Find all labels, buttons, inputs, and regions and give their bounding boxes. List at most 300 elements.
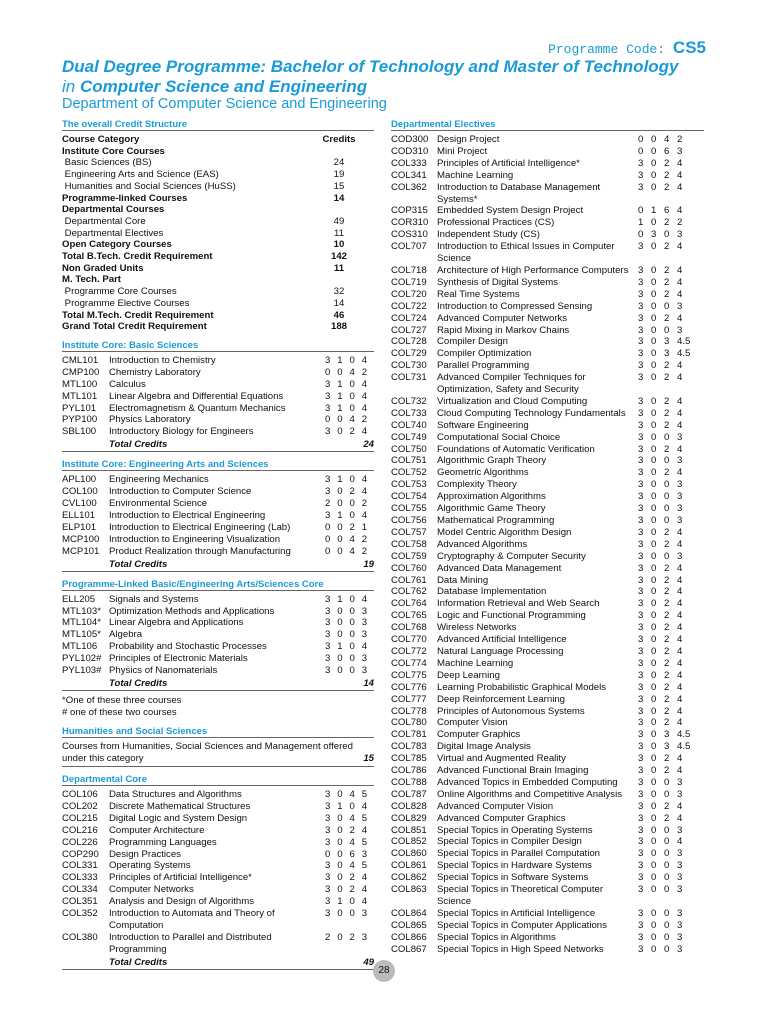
ltpc-value: 0 (651, 586, 657, 598)
ltpc-value: 0 (651, 610, 657, 622)
course-name: Computer Networks (109, 884, 194, 896)
course-name: Electromagnetism & Quantum Mechanics (109, 402, 286, 414)
course-name: Cloud Computing Technology Fundamentals (437, 407, 626, 419)
course-name: Compiler Optimization (437, 348, 532, 360)
ltpc-value: 3 (638, 884, 644, 896)
ltpc-value: 0 (325, 366, 331, 378)
ltpc-value: 0 (337, 366, 343, 378)
course-ltpc (638, 348, 704, 360)
course-name: Data Structures and Algorithms (109, 788, 242, 800)
huss-block (62, 741, 374, 767)
credit-row (62, 134, 374, 146)
course-row (391, 527, 704, 539)
ltpc-value: 0 (664, 848, 670, 860)
course-row (391, 396, 704, 408)
course-row (62, 391, 374, 403)
ltpc-value: 3 (325, 665, 331, 677)
ltpc-value: 0 (337, 931, 343, 943)
course-name: Digital Image Analysis (437, 741, 531, 753)
ltpc-value: 3 (677, 431, 683, 443)
ltpc-value: 3 (638, 526, 644, 538)
ltpc-value: 3 (638, 848, 644, 860)
course-name: Introduction to Compressed Sensing (437, 300, 593, 312)
ltpc-value: 3 (638, 264, 644, 276)
eas-total (62, 558, 374, 572)
ltpc-value: 3 (638, 372, 644, 384)
ltpc-value: 4 (677, 169, 683, 181)
ltpc-value: 0 (337, 812, 343, 824)
ltpc-value: 0 (651, 145, 657, 157)
ltpc-value: 3 (325, 486, 331, 498)
ltpc-value: 3 (638, 872, 644, 884)
credit-structure-table (62, 134, 374, 333)
ltpc-value: 3 (325, 617, 331, 629)
course-row (62, 849, 374, 861)
course-name: Special Topics in High Speed Networks (437, 943, 604, 955)
course-ltpc (638, 313, 704, 325)
course-code: COL781 (391, 729, 427, 741)
course-name: Advanced Data Management (437, 562, 562, 574)
course-row (391, 313, 704, 325)
programme-code-value: CS5 (672, 38, 706, 57)
course-row (391, 908, 704, 920)
course-ltpc (638, 420, 704, 432)
course-name: Calculus (109, 378, 146, 390)
ltpc-value: 3 (325, 812, 331, 824)
ltpc-value: 3 (677, 931, 683, 943)
ltpc-value: 3 (325, 908, 331, 920)
course-name: Foundations of Automatic Verification (437, 443, 595, 455)
course-name: Wireless Networks (437, 622, 517, 634)
course-ltpc (638, 634, 704, 646)
course-row (391, 229, 704, 241)
course-row (62, 486, 374, 498)
ltpc-value: 0 (337, 824, 343, 836)
ltpc-value: 0 (651, 776, 657, 788)
ltpc-value: 4 (677, 360, 683, 372)
ltpc-value: 1 (337, 593, 343, 605)
ltpc-value: 3 (638, 931, 644, 943)
ltpc-value: 0 (349, 390, 355, 402)
course-row (62, 594, 374, 606)
course-ltpc (638, 944, 704, 956)
ltpc-value: 2 (664, 407, 670, 419)
course-code: COL226 (62, 836, 98, 848)
huss-heading: Humanities and Social Sciences (62, 725, 374, 738)
course-name: Virtualization and Cloud Computing (437, 395, 588, 407)
course-code: COL728 (391, 336, 427, 348)
course-row (391, 515, 704, 527)
course-name: Online Algorithms and Competitive Analysis (437, 788, 623, 800)
ltpc-value: 4 (361, 896, 368, 908)
course-name: Advanced Computer Graphics (437, 812, 566, 824)
ltpc-value: 3 (677, 455, 683, 467)
course-row (62, 801, 374, 813)
course-code: COL731 (391, 372, 427, 384)
course-ltpc (638, 801, 704, 813)
course-row (391, 872, 704, 884)
course-name: Physics of Nanomaterials (109, 665, 218, 677)
course-ltpc (638, 467, 704, 479)
credit-row (62, 169, 374, 181)
ltpc-value: 0 (325, 848, 331, 860)
course-code: COL861 (391, 860, 427, 872)
course-code: MTL105* (62, 629, 101, 641)
ltpc-value: 3 (638, 776, 644, 788)
course-code: COL750 (391, 443, 427, 455)
credit-category: Institute Core Courses (62, 145, 165, 157)
credit-value: 11 (334, 227, 344, 239)
ltpc-value: 2 (664, 669, 670, 681)
ltpc-value: 3 (325, 402, 331, 414)
course-ltpc (638, 813, 704, 825)
course-ltpc (325, 884, 374, 896)
ltpc-value: 3 (638, 729, 644, 741)
course-name: Machine Learning (437, 657, 514, 669)
ltpc-value: 4 (664, 134, 670, 145)
course-code: COL761 (391, 574, 427, 586)
ltpc-value: 0 (664, 943, 670, 955)
course-code: COL860 (391, 848, 427, 860)
course-code: COR310 (391, 217, 429, 229)
ltpc-value: 0 (638, 134, 644, 145)
ltpc-value: 0 (651, 931, 657, 943)
ltpc-value: 0 (325, 521, 331, 533)
course-code: COL341 (391, 169, 427, 181)
ltpc-value: 3 (325, 378, 331, 390)
ltpc-value: 2 (664, 467, 670, 479)
ltpc-value: 3 (361, 848, 368, 860)
course-ltpc (638, 217, 704, 229)
credit-category: Basic Sciences (BS) (62, 157, 152, 169)
ltpc-value: 4 (677, 634, 683, 646)
ltpc-value: 3 (638, 300, 644, 312)
ltpc-value: 0 (651, 693, 657, 705)
course-row (391, 753, 704, 765)
credit-row (62, 216, 374, 228)
ltpc-value: 0 (337, 872, 343, 884)
ltpc-value: 0 (349, 474, 355, 486)
ltpc-value: 2 (664, 360, 670, 372)
ltpc-value: 3 (638, 812, 644, 824)
course-name: Virtual and Augmented Reality (437, 753, 566, 765)
course-code: COL785 (391, 753, 427, 765)
course-ltpc (638, 836, 704, 848)
ltpc-value: 3 (638, 824, 644, 836)
course-row (391, 765, 704, 777)
course-name: Special Topics in Computer Applications (437, 919, 607, 931)
ltpc-value: 4 (677, 157, 683, 169)
ltpc-value: 3 (638, 693, 644, 705)
ltpc-value: 3 (638, 657, 644, 669)
course-ltpc (325, 391, 374, 403)
course-code: COL758 (391, 538, 427, 550)
course-row (391, 551, 704, 563)
credit-row (62, 204, 374, 216)
course-code: CMP100 (62, 366, 100, 378)
course-row (391, 170, 704, 182)
ltpc-value: 3 (361, 931, 368, 943)
course-name: Engineering Mechanics (109, 474, 209, 486)
ltpc-value: 0 (651, 503, 657, 515)
course-ltpc (325, 801, 374, 813)
ltpc-value: 3 (325, 836, 331, 848)
ltpc-value: 4 (361, 872, 368, 884)
eas-heading: Institute Core: Engineering Arts and Sciences (62, 458, 374, 471)
total-label: Total Credits (109, 439, 168, 451)
ltpc-value: 0 (664, 824, 670, 836)
credit-category: Departmental Courses (62, 204, 165, 216)
ltpc-value: 4 (677, 372, 683, 384)
ltpc-value: 2 (664, 312, 670, 324)
course-name: Real Time Systems (437, 288, 520, 300)
course-row (62, 403, 374, 415)
ltpc-value: 3 (325, 510, 331, 522)
ltpc-value: 2 (349, 884, 355, 896)
course-name: Special Topics in Compiler Design (437, 836, 582, 848)
course-ltpc (638, 515, 704, 527)
course-row (391, 944, 704, 956)
ltpc-value: 0 (337, 533, 343, 545)
ltpc-value: 3 (677, 479, 683, 491)
course-row (391, 277, 704, 289)
ltpc-value: 3 (638, 669, 644, 681)
ltpc-value: 2 (349, 521, 355, 533)
ltpc-value: 0 (651, 491, 657, 503)
course-name: Introduction to Engineering Visualization (109, 533, 281, 545)
ltpc-value: 3 (638, 455, 644, 467)
credit-value: 142 (330, 251, 347, 263)
course-name: Operating Systems (109, 860, 191, 872)
course-code: COL722 (391, 300, 427, 312)
ltpc-value: 4 (677, 395, 683, 407)
course-ltpc (325, 606, 374, 618)
course-ltpc (638, 598, 704, 610)
credit-category: M. Tech. Part (62, 274, 121, 286)
credit-row (62, 321, 374, 333)
ltpc-value: 3 (677, 491, 683, 503)
course-row (391, 586, 704, 598)
course-name: Synthesis of Digital Systems (437, 276, 559, 288)
course-row (391, 610, 704, 622)
ltpc-value: 4.5 (677, 741, 691, 753)
ltpc-value: 1 (337, 510, 343, 522)
ltpc-value: 3 (325, 824, 331, 836)
course-row (62, 860, 374, 872)
course-code: COL351 (62, 896, 98, 908)
credit-category: Course Category (62, 134, 140, 145)
course-row (62, 355, 374, 367)
course-ltpc (638, 860, 704, 872)
course-ltpc (638, 491, 704, 503)
ltpc-value: 4.5 (677, 729, 691, 741)
course-name: Model Centric Algorithm Design (437, 526, 572, 538)
ltpc-value: 4 (677, 800, 683, 812)
course-row (391, 158, 704, 170)
course-row (391, 182, 704, 206)
ltpc-value: 0 (651, 753, 657, 765)
ltpc-value: 2 (349, 872, 355, 884)
ltpc-value: 0 (664, 515, 670, 526)
ltpc-value: 4 (677, 586, 683, 598)
ltpc-value: 0 (651, 741, 657, 753)
course-name: Algorithmic Game Theory (437, 503, 546, 515)
ltpc-value: 4 (361, 884, 368, 896)
course-ltpc (638, 301, 704, 313)
course-code: COL100 (62, 486, 98, 498)
ltpc-value: 3 (361, 605, 368, 617)
ltpc-value: 3 (638, 645, 644, 657)
plc-note-2: # one of these two courses (62, 706, 177, 718)
ltpc-value: 0 (349, 605, 355, 617)
ltpc-value: 3 (361, 653, 368, 665)
course-ltpc (638, 336, 704, 348)
credit-row (62, 251, 374, 263)
ltpc-value: 0 (651, 657, 657, 669)
ltpc-value: 3 (638, 336, 644, 348)
course-ltpc (638, 396, 704, 408)
course-row (391, 848, 704, 860)
ltpc-value: 2 (325, 931, 331, 943)
credit-row (62, 193, 374, 205)
ltpc-value: 0 (349, 896, 355, 908)
course-row (391, 479, 704, 491)
ltpc-value: 4 (677, 753, 683, 765)
ltpc-value: 0 (337, 908, 343, 920)
course-name: Introductory Biology for Engineers (109, 426, 254, 438)
course-ltpc (325, 379, 374, 391)
ltpc-value: 3 (664, 336, 670, 348)
ltpc-value: 2 (325, 498, 331, 510)
course-code: COD300 (391, 134, 429, 145)
ltpc-value: 3 (638, 741, 644, 753)
ltpc-value: 5 (361, 836, 368, 848)
ltpc-value: 0 (337, 629, 343, 641)
ltpc-value: 2 (664, 538, 670, 550)
ltpc-value: 3 (325, 860, 331, 872)
course-ltpc (638, 908, 704, 920)
course-row (391, 706, 704, 718)
course-row (391, 432, 704, 444)
course-ltpc (638, 539, 704, 551)
ltpc-value: 2 (664, 157, 670, 169)
course-ltpc (325, 896, 374, 908)
course-ltpc (638, 372, 704, 396)
ltpc-value: 3 (638, 836, 644, 848)
ltpc-value: 0 (664, 907, 670, 919)
course-name: Principles of Artificial Intelligence* (437, 157, 580, 169)
course-code: ELL101 (62, 510, 96, 522)
ltpc-value: 1 (337, 641, 343, 653)
ltpc-value: 3 (638, 919, 644, 931)
course-code: COL755 (391, 503, 427, 515)
course-ltpc (638, 789, 704, 801)
ltpc-value: 3 (677, 324, 683, 336)
ltpc-value: 4 (677, 443, 683, 455)
ltpc-value: 3 (638, 574, 644, 586)
ltpc-value: 0 (651, 300, 657, 312)
course-code: MCP100 (62, 533, 100, 545)
course-row (391, 789, 704, 801)
course-code: COS310 (391, 229, 428, 241)
course-ltpc (638, 920, 704, 932)
course-row (391, 729, 704, 741)
ltpc-value: 0 (337, 836, 343, 848)
ltpc-value: 3 (677, 515, 683, 526)
course-row (391, 325, 704, 337)
ltpc-value: 3 (638, 515, 644, 526)
basic-sciences-heading: Institute Core: Basic Sciences (62, 339, 374, 352)
ltpc-value: 4 (349, 545, 355, 557)
course-row (391, 682, 704, 694)
course-row (62, 546, 374, 558)
ltpc-value: 2 (664, 634, 670, 646)
eas-list (62, 474, 374, 557)
ltpc-value: 3 (638, 538, 644, 550)
course-ltpc (638, 884, 704, 908)
course-ltpc (325, 510, 374, 522)
course-ltpc (325, 665, 374, 677)
ltpc-value: 3 (638, 610, 644, 622)
plc-list (62, 594, 374, 677)
course-name: Digital Logic and System Design (109, 812, 248, 824)
credit-category: Departmental Core (62, 215, 146, 227)
course-ltpc (325, 653, 374, 665)
ltpc-value: 0 (651, 669, 657, 681)
ltpc-value: 3 (325, 788, 331, 800)
ltpc-value: 3 (638, 241, 644, 253)
ltpc-value: 0 (664, 788, 670, 800)
ltpc-value: 0 (638, 205, 644, 217)
ltpc-value: 3 (664, 348, 670, 360)
basic-sciences-list (62, 355, 374, 438)
credit-row (62, 228, 374, 240)
ltpc-value: 2 (664, 681, 670, 693)
course-row (391, 491, 704, 503)
ltpc-value: 2 (664, 610, 670, 622)
ltpc-value: 0 (651, 884, 657, 896)
ltpc-value: 3 (361, 908, 368, 920)
course-name: Learning Probabilistic Graphical Models (437, 681, 607, 693)
ltpc-value: 4 (677, 181, 683, 193)
ltpc-value: 0 (651, 407, 657, 419)
course-code: COD310 (391, 145, 429, 157)
course-name: Special Topics in Parallel Computation (437, 848, 601, 860)
course-row (391, 539, 704, 551)
course-row (62, 510, 374, 522)
ltpc-value: 3 (638, 705, 644, 717)
ltpc-value: 2 (664, 586, 670, 598)
course-code: PYL101 (62, 402, 97, 414)
department-name: Department of Computer Science and Engineering (62, 96, 387, 112)
credit-value: 32 (333, 286, 345, 298)
ltpc-value: 3 (325, 629, 331, 641)
ltpc-value: 0 (651, 812, 657, 824)
course-code: COL866 (391, 931, 427, 943)
course-code: COL751 (391, 455, 427, 467)
ltpc-value: 3 (677, 788, 683, 800)
ltpc-value: 4 (361, 824, 368, 836)
course-ltpc (638, 610, 704, 622)
ltpc-value: 0 (651, 824, 657, 836)
ltpc-value: 3 (638, 503, 644, 515)
course-code: COL752 (391, 467, 427, 479)
credit-value: 14 (333, 297, 345, 309)
course-name: Physics Laboratory (109, 414, 191, 426)
right-column (391, 118, 704, 956)
ltpc-value: 0 (337, 498, 343, 510)
ltpc-value: 0 (651, 467, 657, 479)
